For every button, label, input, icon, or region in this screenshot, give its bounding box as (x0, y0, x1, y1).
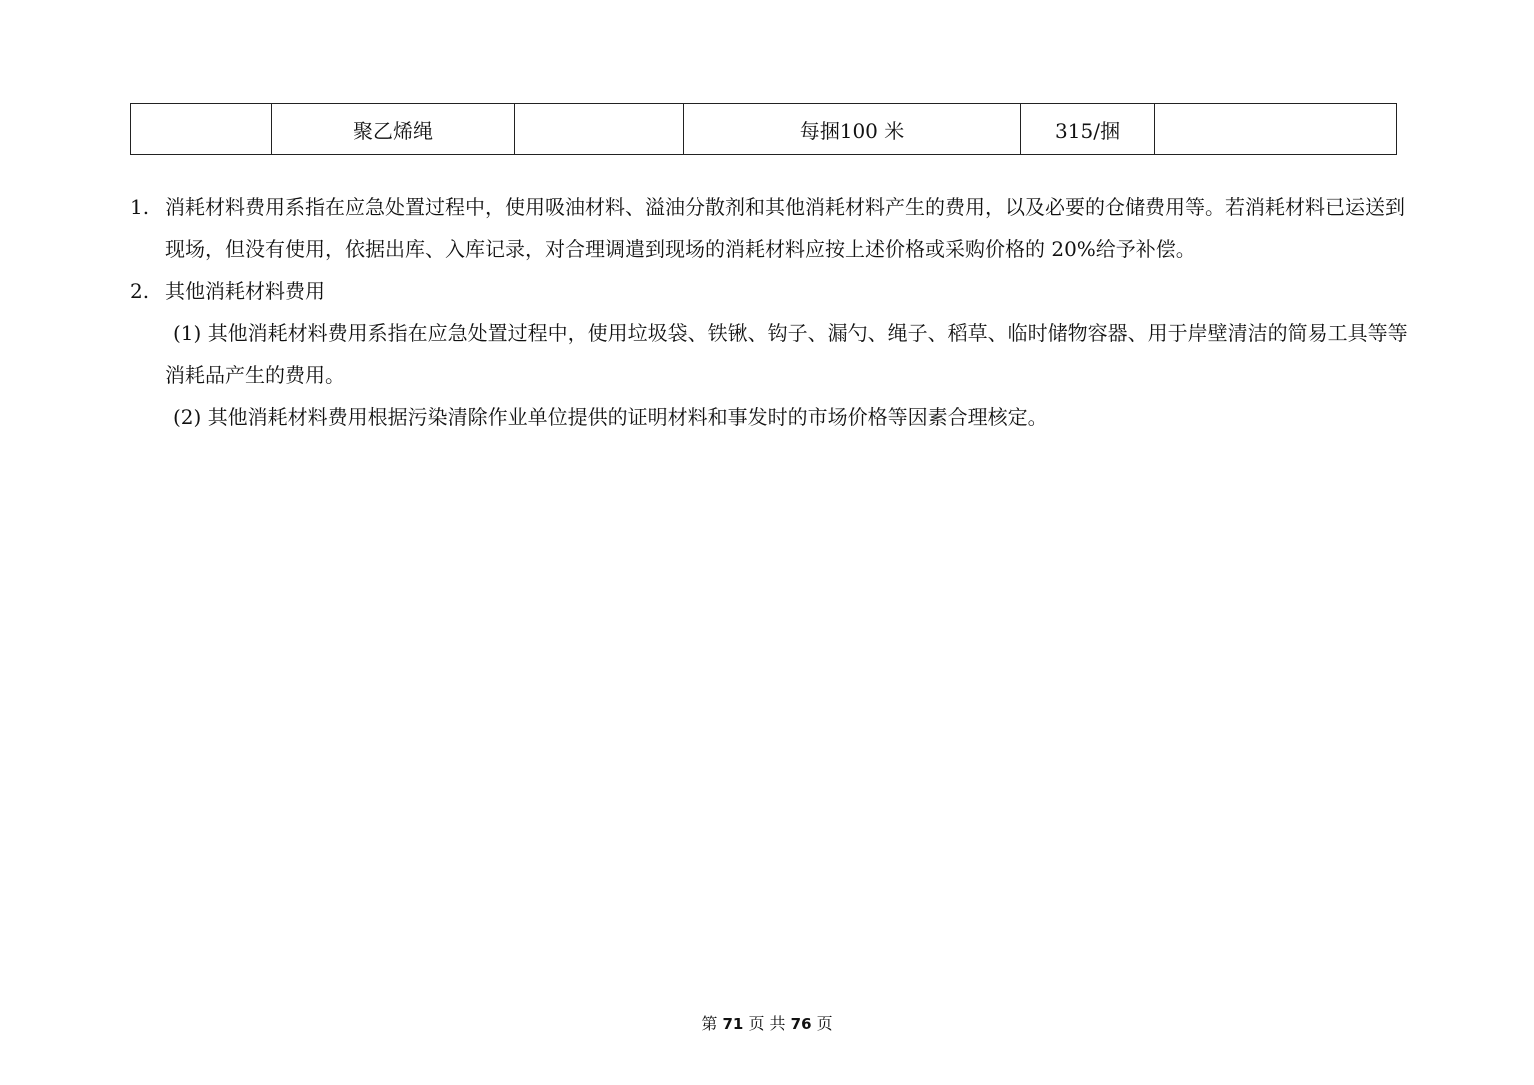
paragraph-2-text: 其他消耗材料费用 (165, 279, 325, 303)
body-text (130, 186, 1410, 438)
table-cell-remark (1155, 104, 1397, 155)
paragraph-1-number: 1. (130, 195, 150, 219)
footer-total-pages: 76 (790, 1015, 812, 1033)
table-cell-index (131, 104, 272, 155)
paragraph-2-sub-2 (130, 396, 1410, 438)
table-cell-specification: 每捆100 米 (684, 104, 1021, 155)
paragraph-2-sub-2-text: (2) 其他消耗材料费用根据污染清除作业单位提供的证明材料和事发时的市场价格等因素合理核定。 (173, 405, 1048, 429)
paragraph-1 (130, 186, 1410, 270)
paragraph-1-text: 消耗材料费用系指在应急处置过程中，使用吸油材料、溢油分散剂和其他消耗材料产生的费用，以及必要的仓储费用等。若消耗材料已运送到现场，但没有使用，依据出库、入库记录，对合理调遣到现场的消耗材料应按上述价格或采购价格的 20%给予补偿。 (165, 195, 1405, 261)
paragraph-2-sub-1-text: (1) 其他消耗材料费用系指在应急处置过程中，使用垃圾袋、铁锹、钩子、漏勺、绳子、稻草、临时储物容器、用于岸壁清洁的简易工具等等消耗品产生的费用。 (165, 321, 1408, 387)
footer-suffix: 页 (816, 1014, 833, 1033)
footer-middle: 页 共 (748, 1014, 786, 1033)
paragraph-2-sub-1 (130, 312, 1410, 396)
table-row (131, 104, 1397, 155)
cost-table (130, 103, 1397, 155)
table-cell-item-name: 聚乙烯绳 (272, 104, 515, 155)
paragraph-2 (130, 270, 1410, 312)
footer-prefix: 第 (701, 1014, 718, 1033)
page-footer (0, 1012, 1534, 1036)
footer-current-page: 71 (722, 1015, 744, 1033)
paragraph-2-number: 2. (130, 279, 150, 303)
table-cell-model (515, 104, 684, 155)
table-cell-price: 315/捆 (1021, 104, 1155, 155)
